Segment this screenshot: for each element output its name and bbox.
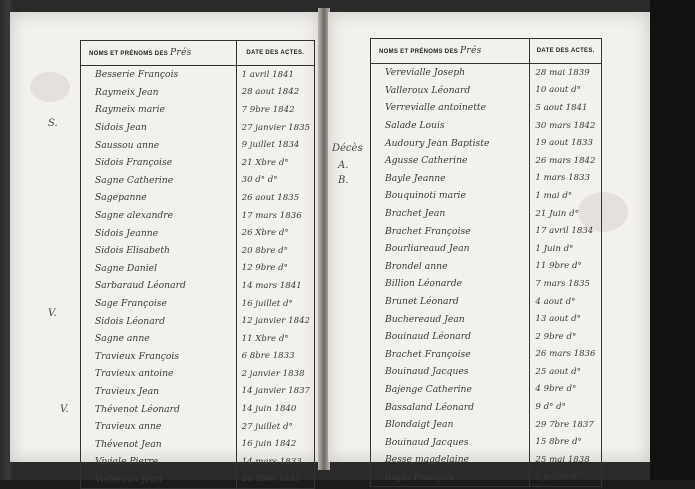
- entry-name: Bajenge Catherine: [371, 381, 530, 399]
- entry-name: Besse magdelaine: [371, 451, 530, 469]
- table-row: [371, 433, 602, 451]
- table-row: [371, 275, 602, 293]
- table-row: [371, 310, 602, 328]
- margin-mark-deces: Décès: [332, 143, 363, 154]
- entry-date: 21 Xbre d°: [241, 157, 289, 168]
- entry-name: Travieux antoine: [81, 365, 237, 383]
- entry-name: Raymeix marie: [81, 101, 237, 119]
- table-row: [81, 84, 315, 102]
- entry-date: 26 mars 1836: [535, 349, 596, 360]
- table-row: [81, 136, 315, 154]
- margin-mark-s: S.: [48, 118, 58, 129]
- entry-name: Travieux anne: [81, 418, 237, 436]
- left-header-row: [81, 41, 315, 66]
- entry-date: 5 aout 1841: [535, 102, 588, 113]
- left-names-header: NOMS ET PRÉNOMS DES Prés: [81, 41, 237, 66]
- entry-name: Sidois Jean: [81, 119, 237, 137]
- table-row: [371, 381, 602, 399]
- left-dates-header: DATE DES ACTES.: [236, 41, 314, 66]
- entry-name: Sidois Léonard: [81, 312, 237, 330]
- table-row: [371, 258, 602, 276]
- entry-name: Verrevialle antoinette: [371, 99, 530, 117]
- table-row: [371, 187, 602, 205]
- entry-name: Sagne Catherine: [81, 172, 237, 190]
- entry-name: Besserie François: [81, 66, 237, 84]
- table-row: [371, 363, 602, 381]
- table-row: [371, 451, 602, 469]
- entry-date: 7 9bre 1842: [241, 104, 295, 115]
- table-row: [371, 170, 602, 188]
- right-page: [328, 12, 650, 483]
- entry-name: Sagne Daniel: [81, 260, 237, 278]
- table-row: [371, 134, 602, 152]
- table-row: [81, 224, 315, 242]
- entry-date: 26 Xbre d°: [241, 228, 289, 239]
- table-row: [81, 400, 315, 418]
- entry-name: Saussou anne: [81, 136, 237, 154]
- entry-date: 7 mars 1835: [535, 278, 590, 289]
- table-row: [81, 365, 315, 383]
- right-header-row: [371, 39, 602, 64]
- entry-date: 11 Xbre d°: [241, 333, 289, 344]
- table-row: [81, 383, 315, 401]
- entry-name: Billion Léonarde: [371, 275, 530, 293]
- entry-date: 4 9bre d°: [535, 384, 577, 395]
- entry-date: 12 9bre d°: [241, 263, 288, 274]
- entry-name: Sidois Elisabeth: [81, 242, 237, 260]
- table-row: [81, 119, 315, 137]
- entry-date: 9 juillet 1834: [241, 140, 300, 151]
- entry-date: 4 aout d°: [535, 296, 576, 307]
- entry-date: 14 juin 1840: [241, 404, 297, 415]
- entry-name: Brunet Léonard: [371, 293, 530, 311]
- entry-date: 28 mai 1839: [535, 67, 590, 78]
- entry-date: 21 Juin d°: [535, 208, 579, 219]
- margin-mark-v2: V.: [60, 404, 69, 415]
- table-row: [371, 99, 602, 117]
- entry-date: 29 7bre 1837: [535, 419, 594, 430]
- entry-date: 6 8bre 1833: [241, 351, 295, 362]
- margin-mark-v1: V.: [48, 308, 57, 319]
- entry-name: Bouinaud Léonard: [371, 328, 530, 346]
- entry-name: Bayle François: [371, 469, 530, 487]
- entry-date: 1 mai d°: [535, 190, 573, 201]
- entry-name: Brondel anne: [371, 258, 530, 276]
- table-row: [81, 348, 315, 366]
- table-row: [371, 82, 602, 100]
- entry-date: 2 janvier 1838: [241, 368, 305, 379]
- entry-date: 27 janvier 1835: [241, 122, 310, 133]
- entry-date: 13 aout d°: [535, 314, 581, 325]
- entry-date: 14 mars 1833: [241, 456, 302, 467]
- table-row: [371, 205, 602, 223]
- entry-name: Blondaigt Jean: [371, 416, 530, 434]
- table-row: [371, 64, 602, 82]
- entry-date: 2 9bre d°: [535, 331, 577, 342]
- entry-date: 5 juillet d°: [535, 472, 582, 483]
- entry-name: Valleroux Léonard: [371, 82, 530, 100]
- scan-border: [650, 0, 695, 480]
- entry-name: Brachet Françoise: [371, 346, 530, 364]
- table-row: [81, 242, 315, 260]
- table-row: [81, 435, 315, 453]
- entry-name: Thévenot Jean: [81, 435, 237, 453]
- entry-date: 1 mars 1833: [535, 173, 590, 184]
- entry-name: Valleroux Jean: [81, 471, 237, 489]
- table-row: [371, 346, 602, 364]
- entry-date: 26 aout 1835: [241, 192, 300, 203]
- entry-name: Sidois Françoise: [81, 154, 237, 172]
- entry-date: 27 juillet d°: [241, 421, 293, 432]
- entry-name: Verevialle Joseph: [371, 64, 530, 82]
- entry-name: Bouinaud Jacques: [371, 363, 530, 381]
- entry-date: 28 aout 1842: [241, 87, 300, 98]
- entry-date: 10 aout d°: [535, 85, 581, 96]
- left-page: [10, 12, 320, 485]
- right-names-header: NOMS ET PRÉNOMS DES Prés: [371, 39, 530, 64]
- entry-date: 25 mai 1838: [535, 454, 590, 465]
- entry-date: 15 8bre d°: [535, 437, 582, 448]
- entry-name: Bouquinoti marie: [371, 187, 530, 205]
- entry-name: Sagne alexandre: [81, 207, 237, 225]
- entry-name: Sarbaraud Léonard: [81, 277, 237, 295]
- entry-date: 11 9bre d°: [535, 261, 582, 272]
- entry-name: Bayle Jeanne: [371, 170, 530, 188]
- entry-name: Sidois Jeanne: [81, 224, 237, 242]
- table-row: [81, 172, 315, 190]
- table-row: [81, 189, 315, 207]
- entry-name: Travieux Jean: [81, 383, 237, 401]
- entry-date: 12 janvier 1842: [241, 316, 310, 327]
- entry-date: 25 aout d°: [535, 366, 581, 377]
- left-register-table: [80, 40, 315, 489]
- table-row: [371, 293, 602, 311]
- entry-date: 16 juillet d°: [241, 298, 293, 309]
- entry-date: 26 8bre 1833: [241, 474, 301, 485]
- entry-date: 9 d° d°: [535, 402, 566, 413]
- entry-name: Agusse Catherine: [371, 152, 530, 170]
- right-dates-header: DATE DES ACTES.: [530, 39, 602, 64]
- entry-name: Bouinaud Jacques: [371, 433, 530, 451]
- entry-date: 1 Juin d°: [535, 243, 574, 254]
- table-row: [81, 295, 315, 313]
- table-row: [371, 117, 602, 135]
- entry-name: Thévenot Léonard: [81, 400, 237, 418]
- entry-date: 19 aout 1833: [535, 138, 593, 149]
- entry-name: Bassaland Léonard: [371, 398, 530, 416]
- entry-date: 14 mars 1841: [241, 280, 302, 291]
- entry-name: Raymeix Jean: [81, 84, 237, 102]
- entry-name: Brachet Françoise: [371, 222, 530, 240]
- table-row: [81, 154, 315, 172]
- table-row: [371, 398, 602, 416]
- table-row: [371, 152, 602, 170]
- entry-date: 17 avril 1834: [535, 226, 594, 237]
- entry-name: Sagne anne: [81, 330, 237, 348]
- table-row: [371, 328, 602, 346]
- entry-date: 26 mars 1842: [535, 155, 596, 166]
- entry-date: 17 mars 1836: [241, 210, 302, 221]
- entry-name: Viviale Pierre: [81, 453, 237, 471]
- table-row: [81, 418, 315, 436]
- table-row: [81, 453, 315, 471]
- table-row: [81, 277, 315, 295]
- table-row: [81, 330, 315, 348]
- right-register-body: [371, 64, 602, 487]
- entry-name: Bourliareaud Jean: [371, 240, 530, 258]
- margin-mark-b: B.: [338, 175, 349, 186]
- entry-name: Sage Françoise: [81, 295, 237, 313]
- entry-date: 16 juin 1842: [241, 439, 297, 450]
- table-row: [81, 260, 315, 278]
- margin-mark-a: A.: [338, 160, 349, 171]
- entry-date: 30 mars 1842: [535, 120, 596, 131]
- entry-name: Brachet Jean: [371, 205, 530, 223]
- entry-name: Travieux François: [81, 348, 237, 366]
- left-register-body: [81, 66, 315, 489]
- table-row: [81, 66, 315, 84]
- table-row: [81, 207, 315, 225]
- entry-name: Buchereaud Jean: [371, 310, 530, 328]
- entry-date: 1 avril 1841: [241, 69, 294, 80]
- entry-name: Sagepanne: [81, 189, 237, 207]
- entry-date: 30 d° d°: [241, 175, 278, 186]
- right-register-table: [370, 38, 602, 487]
- table-row: [81, 312, 315, 330]
- table-row: [371, 416, 602, 434]
- entry-name: Audoury Jean Baptiste: [371, 134, 530, 152]
- table-row: [371, 240, 602, 258]
- entry-name: Salade Louis: [371, 117, 530, 135]
- table-row: [371, 222, 602, 240]
- entry-date: 20 8bre d°: [241, 245, 288, 256]
- table-row: [371, 469, 602, 487]
- entry-date: 14 janvier 1837: [241, 386, 310, 397]
- table-row: [81, 101, 315, 119]
